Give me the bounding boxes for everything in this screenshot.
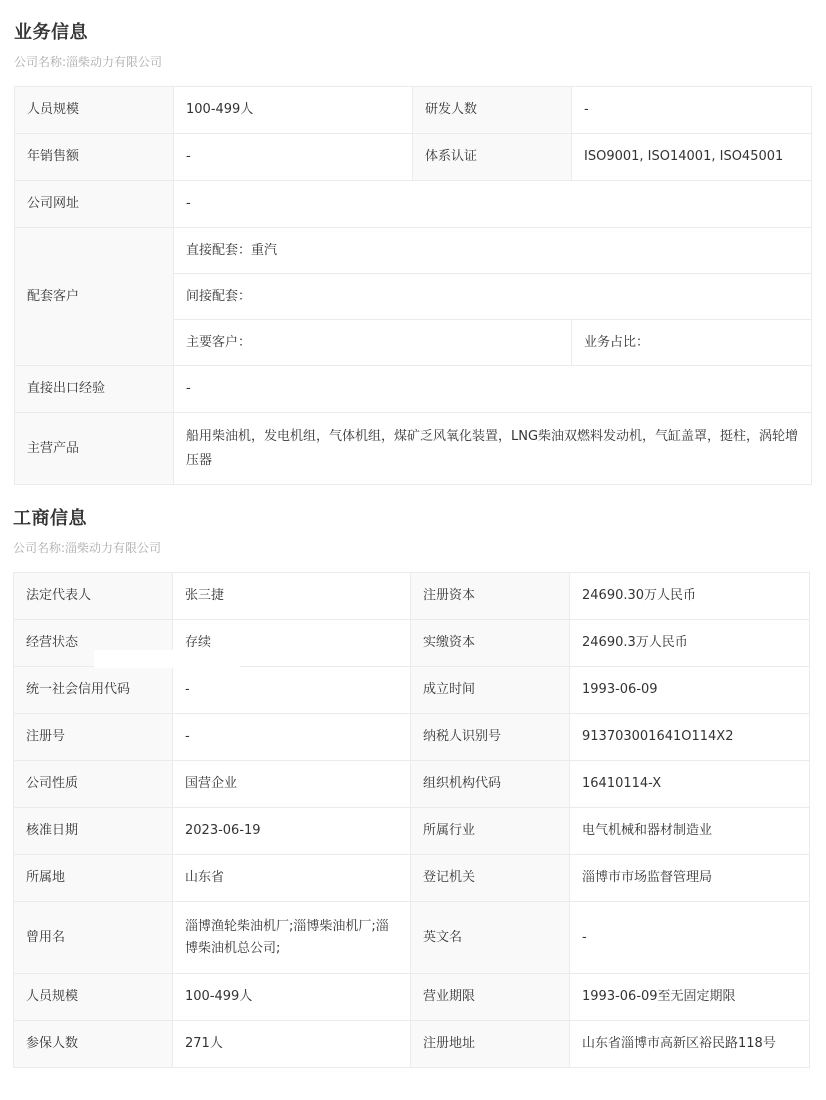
registry-section-title: 工商信息 <box>13 508 87 529</box>
registry-field-value: 24690.30万人民币 <box>570 573 810 620</box>
registry-field-value: 1993-06-09 <box>570 667 810 714</box>
table-row <box>14 808 810 855</box>
main-products-value: 船用柴油机，发电机组，气体机组，煤矿乏风氧化装置，LNG柴油双燃料发动机，气缸盖罩，挺柱，涡轮增压器 <box>174 413 812 485</box>
table-row <box>14 714 810 761</box>
registry-field-label: 经营状态 <box>14 620 173 667</box>
registry-field-value: 存续 <box>173 620 411 667</box>
indirect-supply-value: 间接配套： <box>174 274 812 320</box>
table-row <box>14 1021 810 1068</box>
export-experience-label: 直接出口经验 <box>15 366 174 413</box>
registry-company-name: 公司名称:淄柴动力有限公司 <box>13 541 162 555</box>
registry-field-label: 登记机关 <box>411 855 570 902</box>
registry-field-label: 公司性质 <box>14 761 173 808</box>
rd-staff-label: 研发人数 <box>413 87 572 134</box>
table-row <box>15 87 812 134</box>
direct-supply-value: 直接配套：重汽 <box>174 228 812 274</box>
business-share-value: 业务占比： <box>572 320 812 366</box>
redaction-patch <box>94 650 240 668</box>
table-row <box>15 413 812 485</box>
certification-label: 体系认证 <box>413 134 572 181</box>
registry-field-label: 参保人数 <box>14 1021 173 1068</box>
table-row <box>14 667 810 714</box>
table-row <box>14 974 810 1021</box>
registry-field-value: 2023-06-19 <box>173 808 411 855</box>
business-company-name: 公司名称:淄柴动力有限公司 <box>14 55 163 69</box>
registry-field-label: 纳税人识别号 <box>411 714 570 761</box>
table-row <box>14 902 810 974</box>
registry-field-label: 成立时间 <box>411 667 570 714</box>
table-row <box>15 366 812 413</box>
registry-field-label: 营业期限 <box>411 974 570 1021</box>
business-info-table <box>14 86 812 485</box>
table-row <box>14 855 810 902</box>
certification-value: ISO9001, ISO14001, ISO45001 <box>572 134 812 181</box>
registry-rows <box>14 573 810 1068</box>
registry-field-label: 所属地 <box>14 855 173 902</box>
registry-field-value: 24690.3万人民币 <box>570 620 810 667</box>
table-row <box>15 181 812 228</box>
registry-field-label: 注册地址 <box>411 1021 570 1068</box>
registry-field-label: 英文名 <box>411 902 570 974</box>
registry-info-table <box>13 572 810 1068</box>
table-row <box>14 573 810 620</box>
registry-field-label: 曾用名 <box>14 902 173 974</box>
registry-field-value: 淄博市市场监督管理局 <box>570 855 810 902</box>
business-section-title: 业务信息 <box>14 22 88 43</box>
registry-field-label: 实缴资本 <box>411 620 570 667</box>
supply-customers-label: 配套客户 <box>15 228 174 366</box>
registry-field-value: 张三捷 <box>173 573 411 620</box>
staff-size-value: 100-499人 <box>174 87 413 134</box>
registry-field-label: 注册号 <box>14 714 173 761</box>
rd-staff-value: - <box>572 87 812 134</box>
registry-field-value: - <box>173 714 411 761</box>
website-label: 公司网址 <box>15 181 174 228</box>
registry-field-label: 核准日期 <box>14 808 173 855</box>
registry-field-value: - <box>173 667 411 714</box>
registry-field-value: 山东省淄博市高新区裕民路118号 <box>570 1021 810 1068</box>
table-row <box>15 228 812 274</box>
staff-size-label: 人员规模 <box>15 87 174 134</box>
export-experience-value: - <box>174 366 812 413</box>
table-row <box>14 761 810 808</box>
annual-sales-value: - <box>174 134 413 181</box>
registry-field-value: 271人 <box>173 1021 411 1068</box>
registry-field-value: 100-499人 <box>173 974 411 1021</box>
website-value: - <box>174 181 812 228</box>
main-customers-value: 主要客户： <box>174 320 572 366</box>
registry-field-value: 电气机械和器材制造业 <box>570 808 810 855</box>
registry-field-label: 注册资本 <box>411 573 570 620</box>
registry-field-value: 16410114-X <box>570 761 810 808</box>
registry-field-value: 913703001641O114X2 <box>570 714 810 761</box>
registry-field-value: 1993-06-09至无固定期限 <box>570 974 810 1021</box>
registry-field-value: 国营企业 <box>173 761 411 808</box>
registry-field-value: - <box>570 902 810 974</box>
registry-field-value: 淄博渔轮柴油机厂;淄博柴油机厂;淄博柴油机总公司; <box>173 902 411 974</box>
table-row <box>15 134 812 181</box>
registry-field-label: 人员规模 <box>14 974 173 1021</box>
registry-field-label: 法定代表人 <box>14 573 173 620</box>
main-products-label: 主营产品 <box>15 413 174 485</box>
registry-field-label: 统一社会信用代码 <box>14 667 173 714</box>
registry-field-value: 山东省 <box>173 855 411 902</box>
registry-field-label: 组织机构代码 <box>411 761 570 808</box>
registry-field-label: 所属行业 <box>411 808 570 855</box>
annual-sales-label: 年销售额 <box>15 134 174 181</box>
